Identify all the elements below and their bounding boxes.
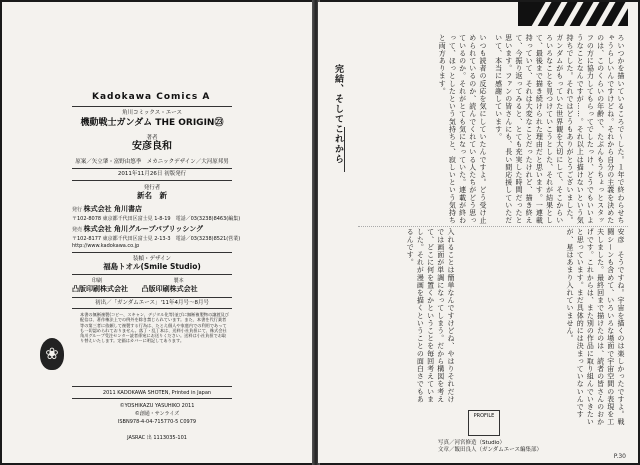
- publisher-logo-icon: ❀: [40, 338, 64, 370]
- copyright-holder: ©YOSHIKAZU YASUHIKO 2011: [119, 403, 195, 409]
- divider: [72, 180, 232, 181]
- divider: [72, 252, 232, 253]
- text-credit: 文章／飯田良人（ガンダムエース編集部）: [438, 447, 543, 453]
- seller-company: 株式会社 角川グループパブリッシング: [83, 225, 204, 233]
- article-text-lower-2: 入れることは簡単なんですけどね、やはりそれだけでは画面が単調になってしまう。だから構図を考えて、どこに何を置くかということを毎回考えていました。それが漫画を描くということの面白さでもあるんです。: [406, 228, 455, 403]
- binder-name: 凸版印刷株式会社: [141, 285, 198, 293]
- isbn: ISBN978-4-04-715770-5 C0979: [117, 419, 197, 425]
- divider: [72, 274, 232, 275]
- publisher-company-label: 発行: [72, 207, 83, 213]
- page-number: P.30: [613, 453, 626, 460]
- seller-address: 〒102-8177 東京都千代田区富士見 2-13-3 電話／03(3238)8521(営業): [72, 236, 241, 242]
- publisher-name: 新名 新: [137, 191, 167, 200]
- photo-credit: 写真／河宮修造（Studio）: [438, 440, 506, 446]
- legal-notice: 本書の無断複製(コピー、スキャン、デジタル化等)並びに無断複製物の譲渡及び配信は、著作権法上での例外を除き禁じられています。また、本書を代行業者等の第三者に依頼して複製する行為は、たとえ個人や家庭内での利用であっても一切認められておりません。落丁・乱丁本は、送料小社負担にて、株式会社角川グループ受注センター読者係宛にお送りください。送料は小社負担でお取り替えいたします。定価はカバーに明記してあります。: [80, 312, 229, 344]
- printer-name: 凸版印刷株式会社: [72, 285, 128, 293]
- article-text-upper-2: いつも読者の反応を気にしていたんですよ。どう受け止められているのか、読んでくれている人たちがどう思っているのか。それがとても気になっていた。連載が終わって、ほっとしたという気持ちと、寂しいという気持ちと両方あります。: [438, 34, 487, 224]
- design-label: 装幀・デザイン: [132, 256, 172, 262]
- copyright-sunrise: ©創通・サンライズ: [134, 411, 180, 417]
- copyright-line: 2011 KADOKAWA SHOTEN, Printed in Japan: [102, 390, 212, 396]
- series-label-jp: 角川コミックス・エース: [121, 110, 183, 116]
- divider: [72, 106, 232, 107]
- print-label: 印刷: [92, 278, 103, 284]
- publisher-url: http://www.kadokawa.co.jp: [72, 243, 140, 249]
- author-role: 著者: [146, 135, 158, 141]
- divider: [72, 308, 232, 309]
- series-title: Kadokawa Comics A: [92, 92, 211, 102]
- header-banner: [518, 2, 628, 26]
- colophon-page: [2, 2, 314, 463]
- photo-caption: [438, 440, 548, 454]
- divider: [72, 398, 232, 399]
- publisher-company: 株式会社 角川書店: [83, 205, 143, 213]
- first-edition-date: 2011年11月26日 初版発行: [117, 171, 187, 177]
- seller-block: [72, 226, 242, 233]
- article-text-upper: ろいつかを描いているころで〜した。１年で終わらせちゃうらしいんですけどね。それから自分の主義を決めたのは、このくらいの年齢で、たぶんもうちょっとスタッフの方に協力してもらってでしたっけ、どうでもいいようなことなんですが……。それ以上は描けないという気持ちでした。それではどうもありがとうございました。ガンダムがもっていた世界観を大切にして、そこからいろいろなことを見つけていこうとした、それが結果として、最後まで描き続けられた理由だと思います。一連載持っていて、それは大変なことだったけれど、描き終えて、今振り返ってみると、とても充実した時間だったと思います。ファンの皆さんにも、長い間応援していただいて、本当に感謝しています。: [494, 34, 625, 224]
- binding-label: 製本: [173, 278, 184, 284]
- interview-page: [318, 2, 638, 463]
- print-binding-labels: [72, 278, 242, 284]
- credits-line: 原案／矢立肇・富野由悠季 メカニックデザイン／大河原邦男: [75, 159, 229, 165]
- divider: [72, 297, 232, 298]
- divider: [72, 168, 232, 169]
- article-text-lower: 安彦 そうですね。宇宙を描くのは楽しかったですよ。戦闘シーンも含めて、いろいろな場面で宇宙空間の表現を工夫しました。最終回まで描けたのは、読者の皆さんのおかげです。これからは、また別の作品に取り組んでいきたいと思っています。まだ具体的には決まっていないんですが、星はあまり入れていません。: [565, 228, 625, 426]
- printer-binder: [72, 286, 242, 293]
- publisher-role: 発行者: [143, 185, 161, 191]
- profile-box: PROFILE: [468, 410, 500, 436]
- divider: [72, 386, 232, 387]
- author-name: 安彦良和: [132, 141, 172, 152]
- book-title: 機動戦士ガンダム THE ORIGIN㉓: [80, 118, 224, 128]
- heading-rule: [344, 127, 345, 172]
- section-divider: [358, 226, 628, 227]
- publisher-address: 〒102-8078 東京都千代田区富士見 1-8-19 電話／03(3238)8463(編集): [72, 216, 241, 222]
- article-heading: 完結、そしてこれから: [333, 64, 343, 164]
- first-appearance: 初出／「ガンダムエース」'11年4月号～8月号: [94, 300, 209, 306]
- jasrac-code: JASRAC 出 1113035-101: [127, 435, 187, 441]
- publisher-block: [72, 206, 242, 213]
- designer-name: 福島トオル(Smile Studio): [103, 262, 201, 271]
- seller-label: 発売: [72, 227, 83, 233]
